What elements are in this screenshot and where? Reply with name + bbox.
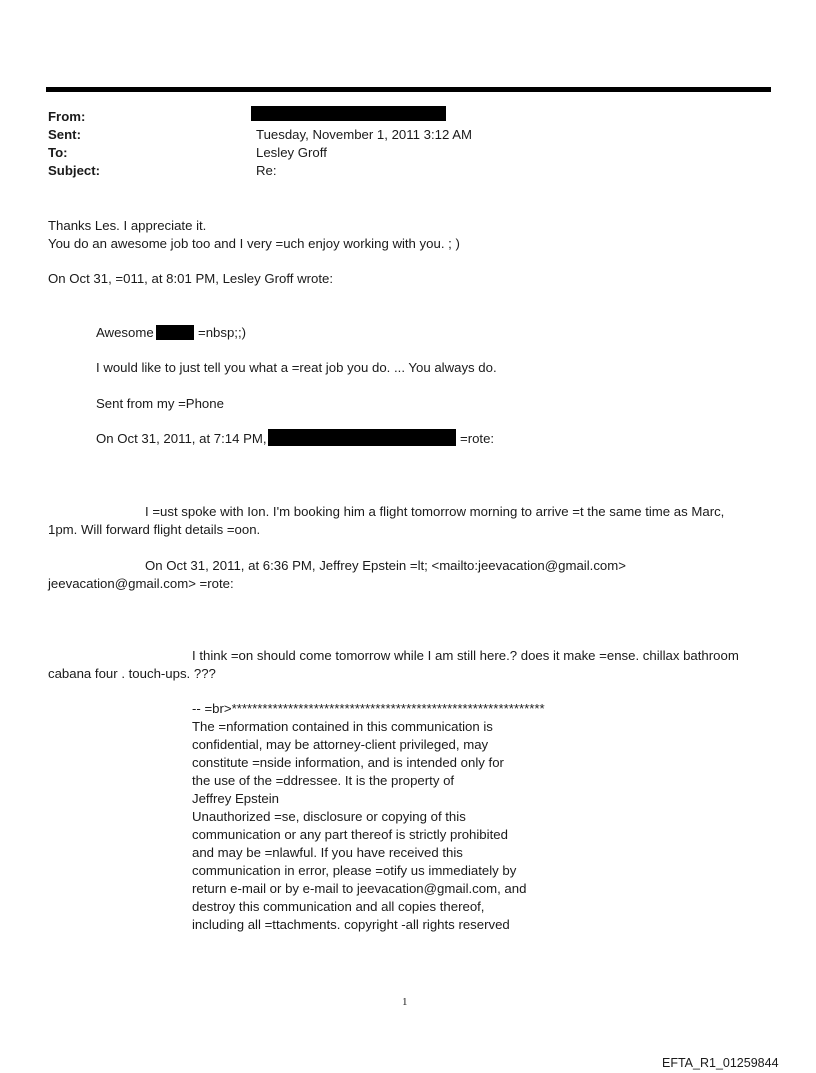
disclaimer-line: the use of the =ddressee. It is the property of	[192, 773, 455, 788]
sent-value: Tuesday, November 1, 2011 3:12 AM	[256, 127, 473, 142]
quote3-line-2: jeevacation@gmail.com> =rote:	[48, 576, 234, 591]
quote3-line-1: On Oct 31, 2011, at 6:36 PM, Jeffrey Epstein =lt; <mailto:jeevacation@gmail.com>	[145, 558, 626, 573]
bates-number: EFTA_R1_01259844	[662, 1056, 779, 1070]
header-rule	[46, 87, 771, 92]
disclaimer-line: Unauthorized =se, disclosure or copying of this	[192, 809, 466, 824]
quote1-name-redaction	[156, 325, 194, 340]
sent-label: Sent:	[48, 127, 81, 142]
to-label: To:	[48, 145, 68, 160]
disclaimer-line: and may be =nlawful. If you have received this	[192, 845, 463, 860]
disclaimer-line: confidential, may be attorney-client privileged, may	[192, 737, 489, 752]
quote2-line-1: I =ust spoke with Ion. I'm booking him a flight tomorrow morning to arrive =t the same time as Marc,	[145, 504, 725, 519]
subject-value: Re:	[256, 163, 277, 178]
quote1-sender-redaction	[268, 429, 456, 446]
quote4-line-2: cabana four . touch-ups. ???	[48, 666, 216, 681]
quote1-rote: =rote:	[460, 431, 495, 446]
quote1-nbsp: =nbsp;;)	[198, 325, 247, 340]
subject-label: Subject:	[48, 163, 101, 178]
disclaimer-line: Jeffrey Epstein	[192, 791, 279, 806]
quote1-awesome: Awesome	[96, 325, 154, 340]
body-line-1: Thanks Les. I appreciate it.	[48, 218, 207, 233]
body-line-2: You do an awesome job too and I very =uch enjoy working with you. ; )	[48, 236, 460, 251]
from-label: From:	[48, 109, 86, 124]
disclaimer-line: constitute =nside information, and is intended only for	[192, 755, 504, 770]
quote1-line-2: I would like to just tell you what a =reat job you do. ... You always do.	[96, 360, 497, 375]
disclaimer-separator: -- =br>*************************************************************	[192, 701, 545, 716]
disclaimer-line: including all =ttachments. copyright -all rights reserved	[192, 917, 510, 932]
quote2-line-2: 1pm. Will forward flight details =oon.	[48, 522, 261, 537]
disclaimer-line: communication or any part thereof is strictly prohibited	[192, 827, 508, 842]
quote-header-1: On Oct 31, =011, at 8:01 PM, Lesley Groff wrote:	[48, 271, 334, 286]
page-number: 1	[402, 996, 408, 1008]
quote1-sent-from: Sent from my =Phone	[96, 396, 224, 411]
quote1-on-date: On Oct 31, 2011, at 7:14 PM,	[96, 431, 267, 446]
quote4-line-1: I think =on should come tomorrow while I am still here.? does it make =ense. chillax bathroom	[192, 648, 739, 663]
disclaimer-line: return e-mail or by e-mail to jeevacation@gmail.com, and	[192, 881, 527, 896]
disclaimer-line: communication in error, please =otify us immediately by	[192, 863, 517, 878]
disclaimer-line: The =nformation contained in this communication is	[192, 719, 493, 734]
disclaimer-line: destroy this communication and all copies thereof,	[192, 899, 485, 914]
from-redaction	[251, 106, 446, 121]
to-value: Lesley Groff	[256, 145, 327, 160]
disclaimer-block	[192, 700, 545, 934]
